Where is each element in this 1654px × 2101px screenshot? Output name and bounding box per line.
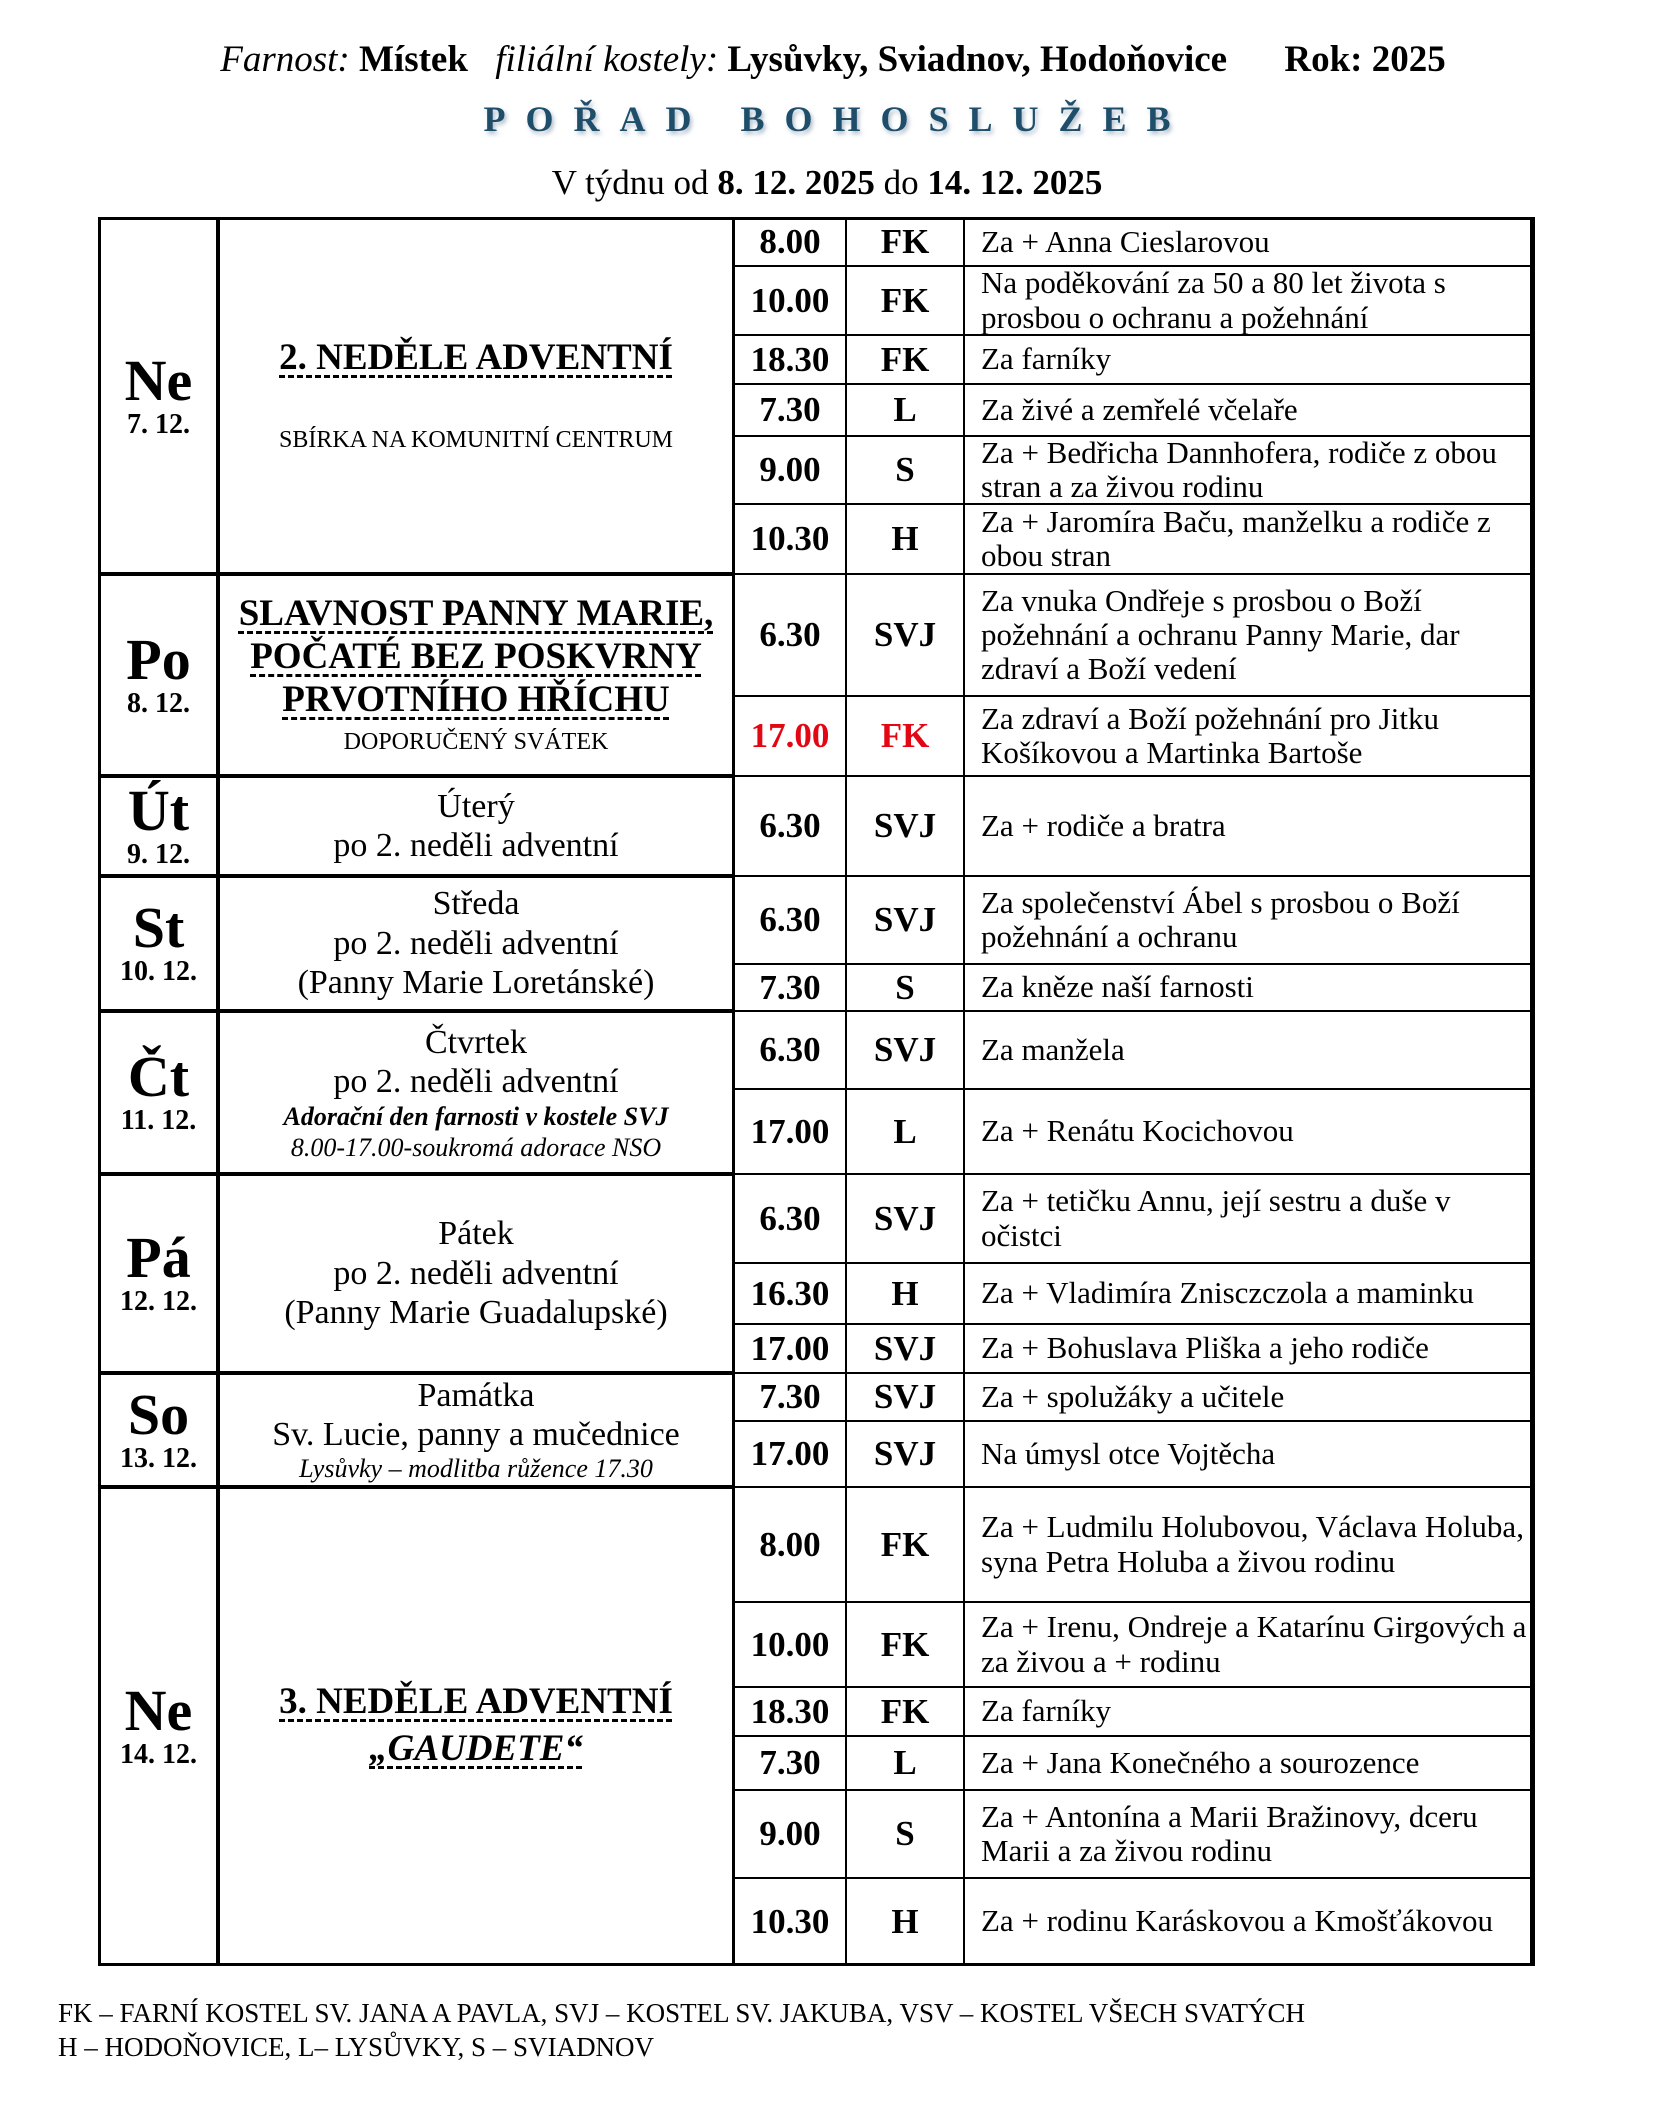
mass-intention: Za farníky xyxy=(963,1686,1535,1737)
week-from: 8. 12. 2025 xyxy=(717,163,875,202)
mass-time: 10.00 xyxy=(733,265,847,336)
mass-time: 7.30 xyxy=(733,1372,847,1422)
mass-place: S xyxy=(845,1789,965,1879)
mass-place: H xyxy=(845,503,965,575)
day-description-line: Pátek xyxy=(438,1215,514,1253)
week-mid: do xyxy=(883,163,919,202)
legend-line-villages: H – HODOŇOVICE, L– LYSŮVKY, S – SVIADNOV xyxy=(58,2031,655,2062)
mass-place: FK xyxy=(845,695,965,777)
mass-intention: Za + Vladimíra Znisczczola a maminku xyxy=(963,1262,1535,1325)
day-description-line: (Panny Marie Loretánské) xyxy=(297,964,655,1002)
mass-place: SVJ xyxy=(845,775,965,877)
mass-time: 16.30 xyxy=(733,1262,847,1325)
day-description-line: po 2. neděli adventní xyxy=(333,1062,619,1100)
mass-place: H xyxy=(845,1262,965,1325)
mass-place: L xyxy=(845,383,965,437)
mass-time: 10.30 xyxy=(733,1877,847,1966)
mass-time: 9.00 xyxy=(733,1789,847,1879)
mass-place: S xyxy=(845,963,965,1012)
day-abbr: Pá xyxy=(126,1225,191,1291)
mass-time: 7.30 xyxy=(733,383,847,437)
mass-place: SVJ xyxy=(845,875,965,965)
mass-place: SVJ xyxy=(845,1010,965,1090)
mass-intention: Za živé a zemřelé včelaře xyxy=(963,383,1535,437)
mass-time: 18.30 xyxy=(733,1686,847,1737)
parish-header xyxy=(6,38,1654,81)
feast-title: POČATÉ BEZ POSKVRNY xyxy=(250,636,702,678)
mass-intention: Za + Jana Konečného a sourozence xyxy=(963,1735,1535,1791)
mass-intention: Na úmysl otce Vojtěcha xyxy=(963,1420,1535,1488)
schedule-table xyxy=(98,217,1533,1968)
liturgical-description xyxy=(217,1173,735,1374)
feast-title: 3. NEDĚLE ADVENTNÍ xyxy=(279,1681,673,1723)
mass-time: 6.30 xyxy=(733,775,847,877)
day-date: 10. 12. xyxy=(120,956,197,988)
day-description-line: po 2. neděli adventní xyxy=(333,1254,619,1292)
mass-time: 6.30 xyxy=(733,1010,847,1090)
day-date: 8. 12. xyxy=(127,687,190,719)
day-cell xyxy=(98,875,219,1012)
week-to: 14. 12. 2025 xyxy=(927,163,1103,202)
day-description-line: Středa xyxy=(432,885,520,923)
day-abbr: Ne xyxy=(124,1677,193,1743)
liturgical-description xyxy=(217,775,735,877)
mass-time: 7.30 xyxy=(733,1735,847,1791)
mass-place: SVJ xyxy=(845,1372,965,1422)
mass-intention: Za farníky xyxy=(963,334,1535,385)
day-description-line: Sv. Lucie, panny a mučednice xyxy=(272,1416,680,1454)
filial-label: filiální kostely: xyxy=(495,39,719,80)
mass-place: FK xyxy=(845,265,965,336)
mass-place: FK xyxy=(845,217,965,267)
mass-place: L xyxy=(845,1735,965,1791)
mass-place: SVJ xyxy=(845,573,965,697)
parish-label: Farnost: xyxy=(220,39,350,80)
liturgical-description xyxy=(217,1486,735,1966)
day-cell xyxy=(98,1372,219,1488)
day-cell xyxy=(98,573,219,777)
day-date: 13. 12. xyxy=(120,1442,197,1474)
mass-intention: Za vnuka Ondřeje s prosbou o Boží požehnání a ochranu Panny Marie, dar zdraví a Boží vedení xyxy=(963,573,1535,697)
mass-intention: Za + Anna Cieslarovou xyxy=(963,217,1535,267)
mass-intention: Za + Irenu, Ondreje a Katarínu Girgových a za živou a + rodinu xyxy=(963,1601,1535,1688)
mass-time: 8.00 xyxy=(733,217,847,267)
feast-note: DOPORUČENÝ SVÁTEK xyxy=(343,728,609,755)
day-description-line: po 2. neděli adventní xyxy=(333,827,619,864)
feast-subtitle: „GAUDETE“ xyxy=(369,1728,583,1769)
legend xyxy=(58,1997,1305,2065)
mass-time: 6.30 xyxy=(733,1173,847,1264)
mass-place: FK xyxy=(845,1486,965,1603)
week-range xyxy=(0,163,1654,203)
filial-names: Lysůvky, Sviadnov, Hodoňovice xyxy=(727,39,1228,80)
day-abbr: So xyxy=(127,1381,190,1447)
mass-intention: Za + Renátu Kocichovou xyxy=(963,1088,1535,1175)
day-abbr: St xyxy=(132,895,185,961)
mass-place: L xyxy=(845,1088,965,1175)
mass-intention: Za + rodinu Karáskovou a Kmošťákovou xyxy=(963,1877,1535,1966)
mass-time: 6.30 xyxy=(733,573,847,697)
mass-time: 17.00 xyxy=(733,1088,847,1175)
day-cell xyxy=(98,1486,219,1966)
mass-time: 7.30 xyxy=(733,963,847,1012)
mass-intention: Za kněze naší farnosti xyxy=(963,963,1535,1012)
day-description-line: po 2. neděli adventní xyxy=(333,924,619,962)
mass-intention: Za + rodiče a bratra xyxy=(963,775,1535,877)
day-abbr: Út xyxy=(127,777,190,843)
parish-name: Místek xyxy=(359,39,468,80)
mass-time: 6.30 xyxy=(733,875,847,965)
mass-place: FK xyxy=(845,1601,965,1688)
day-abbr: Čt xyxy=(127,1044,190,1110)
day-description-line: Čtvrtek xyxy=(425,1023,527,1061)
mass-time: 10.00 xyxy=(733,1601,847,1688)
liturgical-description xyxy=(217,1372,735,1488)
year-label: Rok: 2025 xyxy=(1284,39,1446,80)
mass-place: FK xyxy=(845,1686,965,1737)
mass-time: 18.30 xyxy=(733,334,847,385)
day-description-line: (Panny Marie Guadalupské) xyxy=(284,1294,668,1332)
day-cell xyxy=(98,217,219,575)
mass-intention: Za + Jaromíra Baču, manželku a rodiče z obou stran xyxy=(963,503,1535,575)
day-side-note: 8.00-17.00-soukromá adorace NSO xyxy=(290,1132,662,1162)
mass-intention: Za + Ludmilu Holubovou, Václava Holuba, syna Petra Holuba a živou rodinu xyxy=(963,1486,1535,1603)
mass-intention: Na poděkování za 50 a 80 let života s prosbou o ochranu a požehnání xyxy=(963,265,1535,336)
day-date: 12. 12. xyxy=(120,1286,197,1318)
day-cell xyxy=(98,1173,219,1374)
feast-title: PRVOTNÍHO HŘÍCHU xyxy=(282,679,670,721)
mass-time: 17.00 xyxy=(733,1323,847,1374)
liturgical-description xyxy=(217,573,735,777)
day-side-note: Lysůvky – modlitba růžence 17.30 xyxy=(299,1454,653,1484)
mass-intention: Za + Antonína a Marii Bražinovy, dceru Marii a za živou rodinu xyxy=(963,1789,1535,1879)
week-prefix: V týdnu od xyxy=(551,163,709,202)
mass-place: SVJ xyxy=(845,1323,965,1374)
mass-intention: Za společenství Ábel s prosbou o Boží požehnání a ochranu xyxy=(963,875,1535,965)
legend-line-churches: FK – FARNÍ KOSTEL SV. JANA A PAVLA, SVJ – KOSTEL SV. JAKUBA, VSV – KOSTEL VŠECH SVATÝCH xyxy=(58,1998,1306,2028)
mass-intention: Za + tetičku Annu, její sestru a duše v očistci xyxy=(963,1173,1535,1264)
day-cell xyxy=(98,1010,219,1175)
mass-place: H xyxy=(845,1877,965,1966)
day-abbr: Po xyxy=(126,626,191,692)
mass-place: FK xyxy=(845,334,965,385)
mass-intention: Za zdraví a Boží požehnání pro Jitku Košíkovou a Martinka Bartoše xyxy=(963,695,1535,777)
mass-place: SVJ xyxy=(845,1420,965,1488)
day-description-line: Památka xyxy=(417,1376,535,1414)
feast-title: 2. NEDĚLE ADVENTNÍ xyxy=(279,337,673,379)
day-date: 7. 12. xyxy=(127,408,190,440)
mass-intention: Za + spolužáky a učitele xyxy=(963,1372,1535,1422)
day-description-line: Úterý xyxy=(437,787,515,825)
mass-intention: Za + Bedřicha Dannhofera, rodiče z obou stran a za živou rodinu xyxy=(963,435,1535,505)
day-date: 11. 12. xyxy=(120,1105,197,1137)
page-title: POŘAD BOHOSLUŽEB xyxy=(483,99,1191,139)
day-abbr: Ne xyxy=(124,347,193,413)
mass-intention: Za manžela xyxy=(963,1010,1535,1090)
mass-time: 8.00 xyxy=(733,1486,847,1603)
mass-time: 17.00 xyxy=(733,695,847,777)
day-cell xyxy=(98,775,219,877)
mass-place: SVJ xyxy=(845,1173,965,1264)
liturgical-description xyxy=(217,1010,735,1175)
liturgical-description xyxy=(217,217,735,575)
mass-intention: Za + Bohuslava Pliška a jeho rodiče xyxy=(963,1323,1535,1374)
day-date: 9. 12. xyxy=(127,838,190,870)
liturgical-description xyxy=(217,875,735,1012)
mass-place: S xyxy=(845,435,965,505)
mass-time: 9.00 xyxy=(733,435,847,505)
day-date: 14. 12. xyxy=(120,1738,197,1770)
feast-title: SLAVNOST PANNY MARIE, xyxy=(238,593,714,635)
adoration-note: Adorační den farnosti v kostele SVJ xyxy=(283,1102,669,1132)
mass-time: 17.00 xyxy=(733,1420,847,1488)
mass-time: 10.30 xyxy=(733,503,847,575)
feast-note: SBÍRKA NA KOMUNITNÍ CENTRUM xyxy=(278,427,674,454)
